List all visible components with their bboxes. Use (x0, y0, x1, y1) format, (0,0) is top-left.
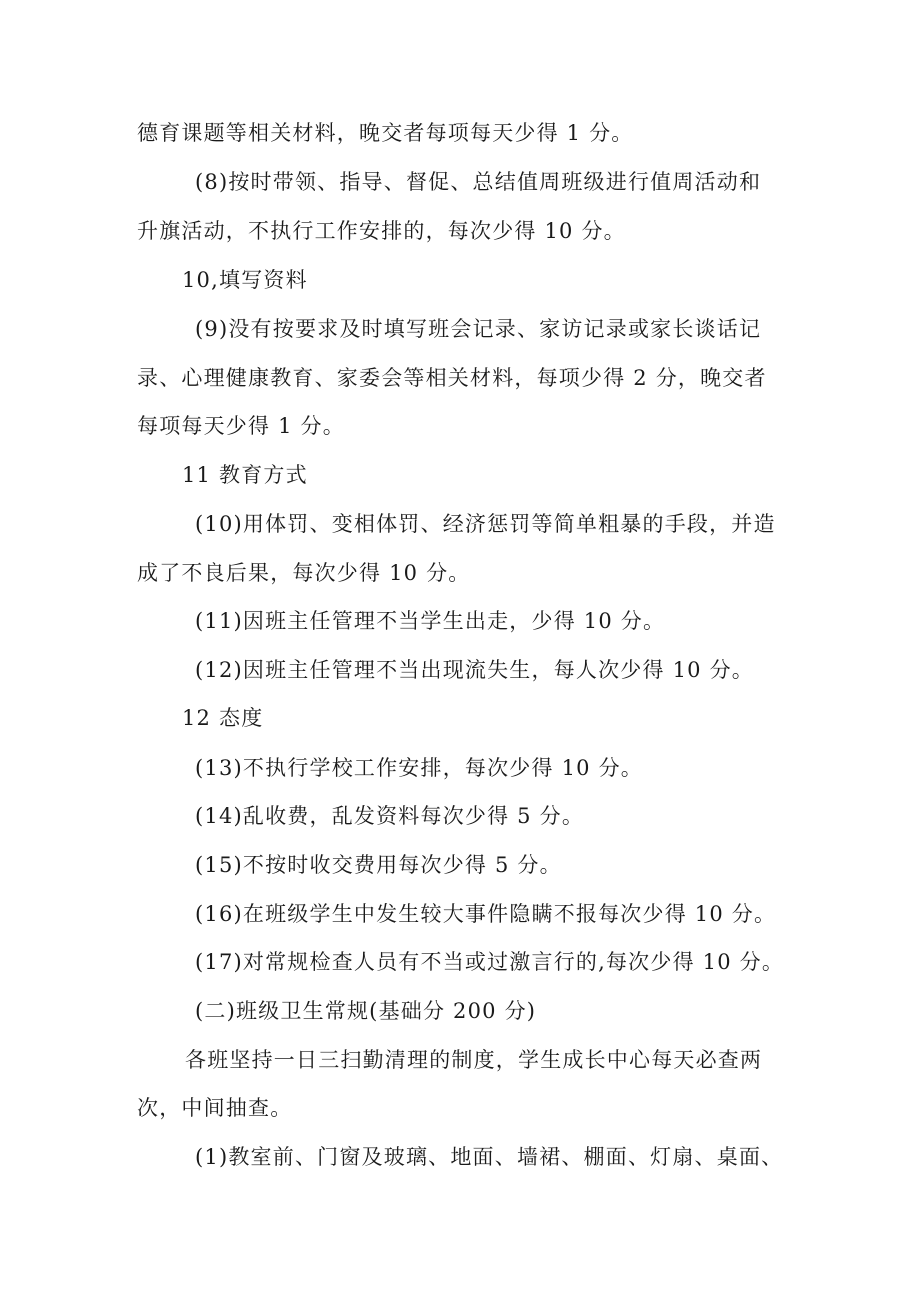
text-line: 德育课题等相关材料，晚交者每项每天少得 1 分。 (137, 121, 634, 145)
list-item-12: (12)因班主任管理不当出现流失生，每人次少得 10 分。 (195, 658, 754, 682)
list-item-1: (1)教室前、门窗及玻璃、地面、墙裙、棚面、灯扇、桌面、 (195, 1145, 784, 1169)
list-item-10: (10)用体罚、变相体罚、经济惩罚等简单粗暴的手段，并造 (195, 512, 776, 536)
section-heading-10: 10,填写资料 (182, 268, 308, 292)
list-item-9: (9)没有按要求及时填写班会记录、家访记录或家长谈话记 (195, 317, 762, 341)
text-line: 成了不良后果，每次少得 10 分。 (137, 561, 471, 585)
section-heading-12: 12 态度 (182, 706, 264, 730)
text-line: 每项每天少得 1 分。 (137, 414, 345, 438)
list-item-13: (13)不执行学校工作安排，每次少得 10 分。 (195, 756, 643, 780)
text-line: 次，中间抽查。 (137, 1096, 293, 1120)
list-item-14: (14)乱收费，乱发资料每次少得 5 分。 (195, 804, 585, 828)
list-item-11: (11)因班主任管理不当学生出走，少得 10 分。 (195, 609, 666, 633)
list-item-16: (16)在班级学生中发生较大事件隐瞒不报每次少得 10 分。 (195, 902, 777, 926)
section-heading-hygiene: (二)班级卫生常规(基础分 200 分) (195, 999, 537, 1023)
paragraph-start: 各班坚持一日三扫勤清理的制度，学生成长中心每天必查两 (185, 1048, 763, 1072)
text-line: 录、心理健康教育、家委会等相关材料，每项少得 2 分，晚交者 (137, 366, 767, 390)
list-item-15: (15)不按时收交费用每次少得 5 分。 (195, 853, 562, 877)
list-item-8: (8)按时带领、指导、督促、总结值周班级进行值周活动和 (195, 170, 762, 194)
section-heading-11: 11 教育方式 (182, 463, 308, 487)
list-item-17: (17)对常规检查人员有不当或过激言行的,每次少得 10 分。 (195, 950, 785, 974)
text-line: 升旗活动，不执行工作安排的，每次少得 10 分。 (137, 219, 626, 243)
